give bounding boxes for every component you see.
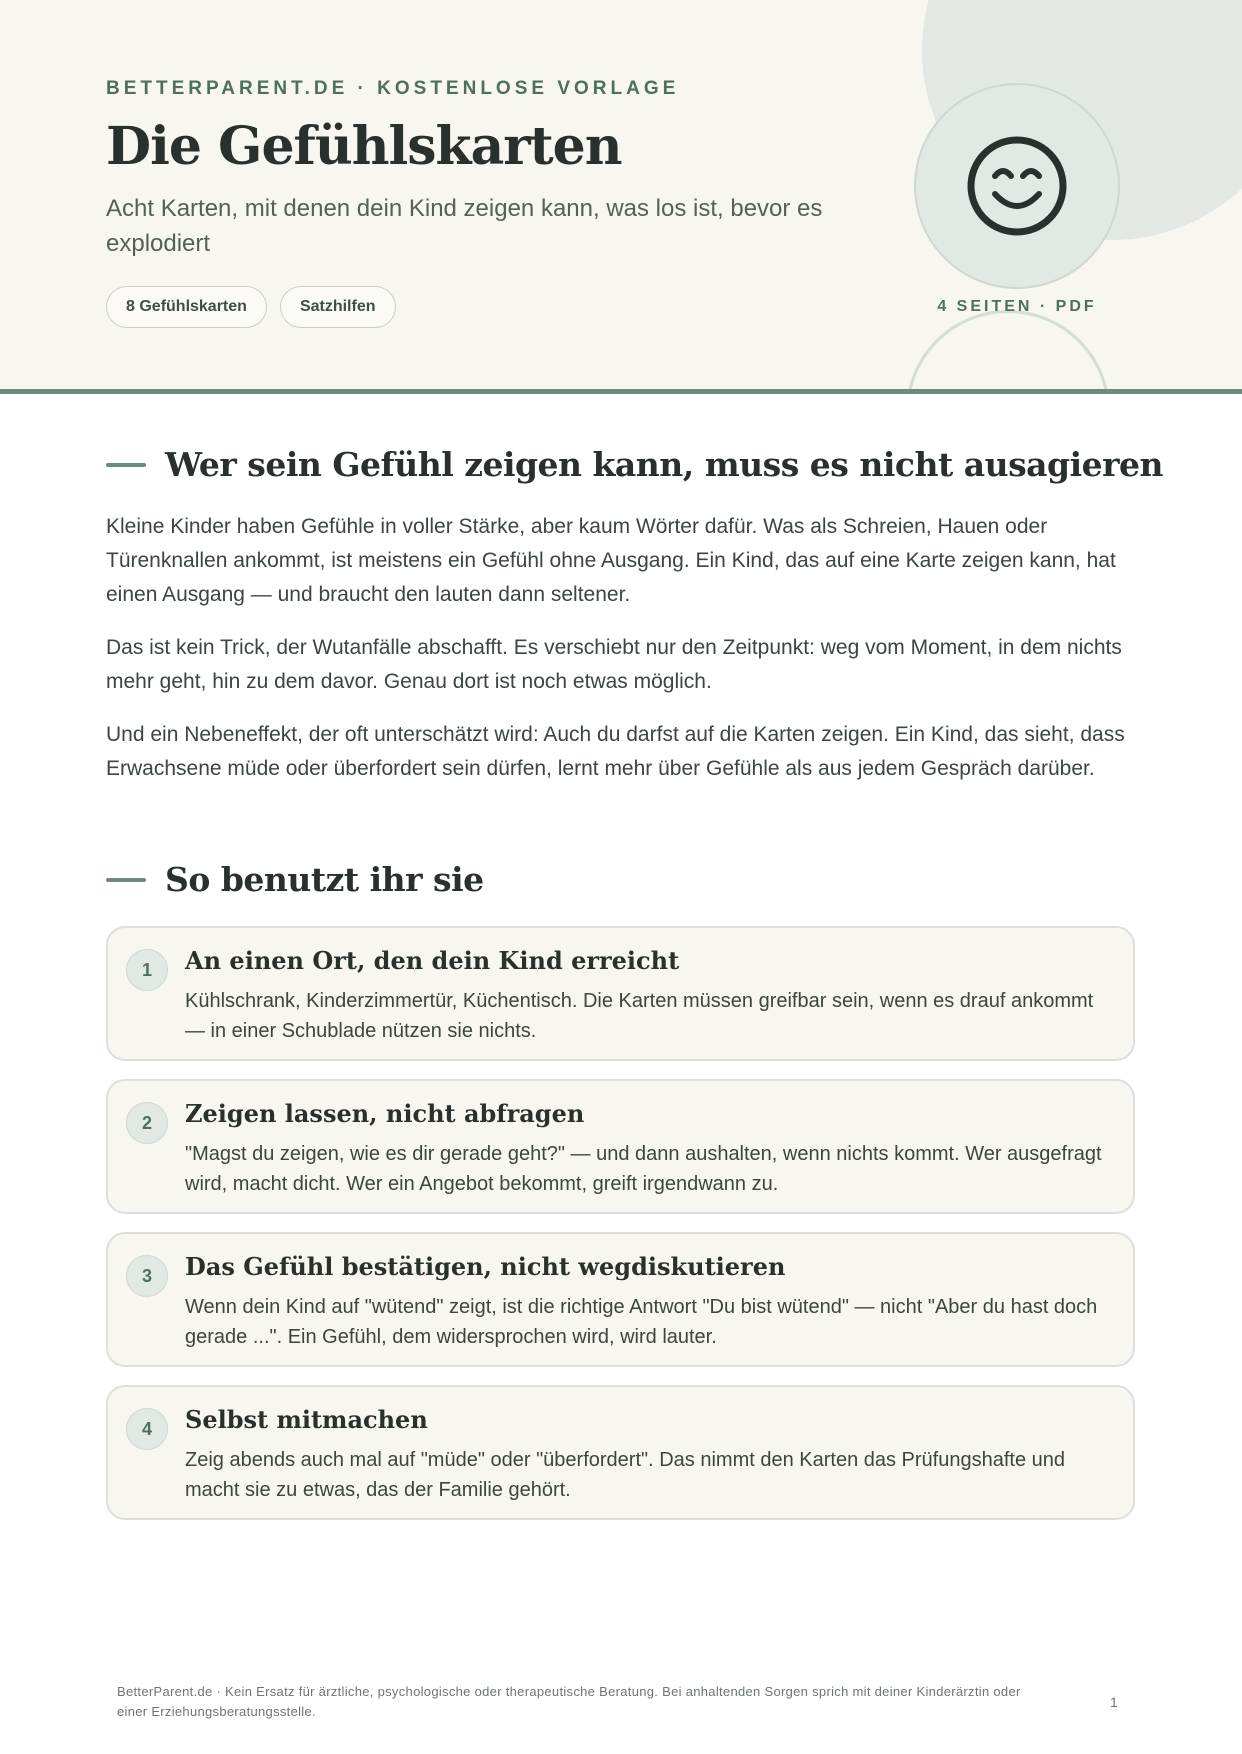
- kicker: BETTERPARENT.DE · KOSTENLOSE VORLAGE: [106, 78, 680, 99]
- step-number: 3: [126, 1255, 168, 1297]
- step-text: Zeig abends auch mal auf "müde" oder "überfordert". Das nimmt den Karten das Prüfungshafte und macht sie zu etwas, das der Familie gehört.: [185, 1449, 1066, 1501]
- body-paragraph: Das ist kein Trick, der Wutanfälle abschafft. Es verschiebt nur den Zeitpunkt: weg vom Moment, in dem nichts mehr geht, hin zu dem davor. Genau dort ist noch etwas möglich.: [106, 636, 1122, 693]
- footer-disclaimer: BetterParent.de · Kein Ersatz für ärztliche, psychologische oder therapeutische Beratung. Bei anhaltenden Sorgen sprich mit deiner Kinderärztin oder einer Erziehungsberatungsstelle.: [117, 1684, 1021, 1719]
- heading-dash: [106, 463, 146, 467]
- tag-list: [106, 286, 396, 328]
- body-paragraph: Und ein Nebeneffekt, der oft unterschätzt wird: Auch du darfst auf die Karten zeigen. Ein Kind, das sieht, dass Erwachsene müde oder überfordert sein dürfen, lernt mehr über Gefühle als aus jedem Gespräch darüber.: [106, 723, 1125, 780]
- step-card: [106, 1079, 1135, 1214]
- header-divider: [0, 389, 1242, 394]
- badge: [914, 83, 1120, 289]
- step-card: [106, 1232, 1135, 1367]
- step-number: 2: [126, 1102, 168, 1144]
- step-title: Zeigen lassen, nicht abfragen: [185, 1099, 585, 1128]
- step-card: [106, 1385, 1135, 1520]
- section-heading-text: So benutzt ihr sie: [165, 860, 484, 899]
- smiley-face-icon: [965, 134, 1069, 238]
- page-title: Die Gefühlskarten: [106, 116, 622, 177]
- tag-chip: 8 Gefühlskarten: [106, 286, 267, 328]
- step-title: An einen Ort, den dein Kind erreicht: [185, 946, 680, 975]
- step-text: Kühlschrank, Kinderzimmertür, Küchentisch. Die Karten müssen greifbar sein, wenn es drauf ankommt — in einer Schublade nützen sie nichts.: [185, 990, 1094, 1042]
- step-card: [106, 926, 1135, 1061]
- step-title: Selbst mitmachen: [185, 1405, 428, 1434]
- section-heading-text: Wer sein Gefühl zeigen kann, muss es nicht ausagieren: [165, 445, 1164, 484]
- decorative-arc: [906, 310, 1110, 390]
- section-heading: [106, 445, 1163, 484]
- tag-chip: Satzhilfen: [280, 286, 396, 328]
- body-paragraph: Kleine Kinder haben Gefühle in voller Stärke, aber kaum Wörter dafür. Was als Schreien, Hauen oder Türenknallen ankommt, ist meistens ein Gefühl ohne Ausgang. Ein Kind, das auf eine Karte zeigen kann, hat einen Ausgang — und braucht den lauten dann seltener.: [106, 515, 1116, 606]
- step-text: Wenn dein Kind auf "wütend" zeigt, ist die richtige Antwort "Du bist wütend" — nicht "Aber du hast doch gerade ...". Ein Gefühl, dem widersprochen wird, wird lauter.: [185, 1296, 1098, 1348]
- page-number: 1: [1110, 1694, 1118, 1710]
- step-number: 1: [126, 949, 168, 991]
- heading-dash: [106, 878, 146, 882]
- page-header: [0, 0, 1242, 390]
- section-heading: [106, 860, 484, 899]
- document-meta: 4 SEITEN · PDF: [937, 298, 1097, 315]
- step-text: "Magst du zeigen, wie es dir gerade geht?" — und dann aushalten, wenn nichts kommt. Wer ausgefragt wird, macht dicht. Wer ein Angebot bekommt, greift irgendwann zu.: [185, 1143, 1102, 1195]
- step-title: Das Gefühl bestätigen, nicht wegdiskutieren: [185, 1252, 786, 1281]
- step-number: 4: [126, 1408, 168, 1450]
- page-subtitle: Acht Karten, mit denen dein Kind zeigen kann, was los ist, bevor es explodiert: [106, 195, 823, 257]
